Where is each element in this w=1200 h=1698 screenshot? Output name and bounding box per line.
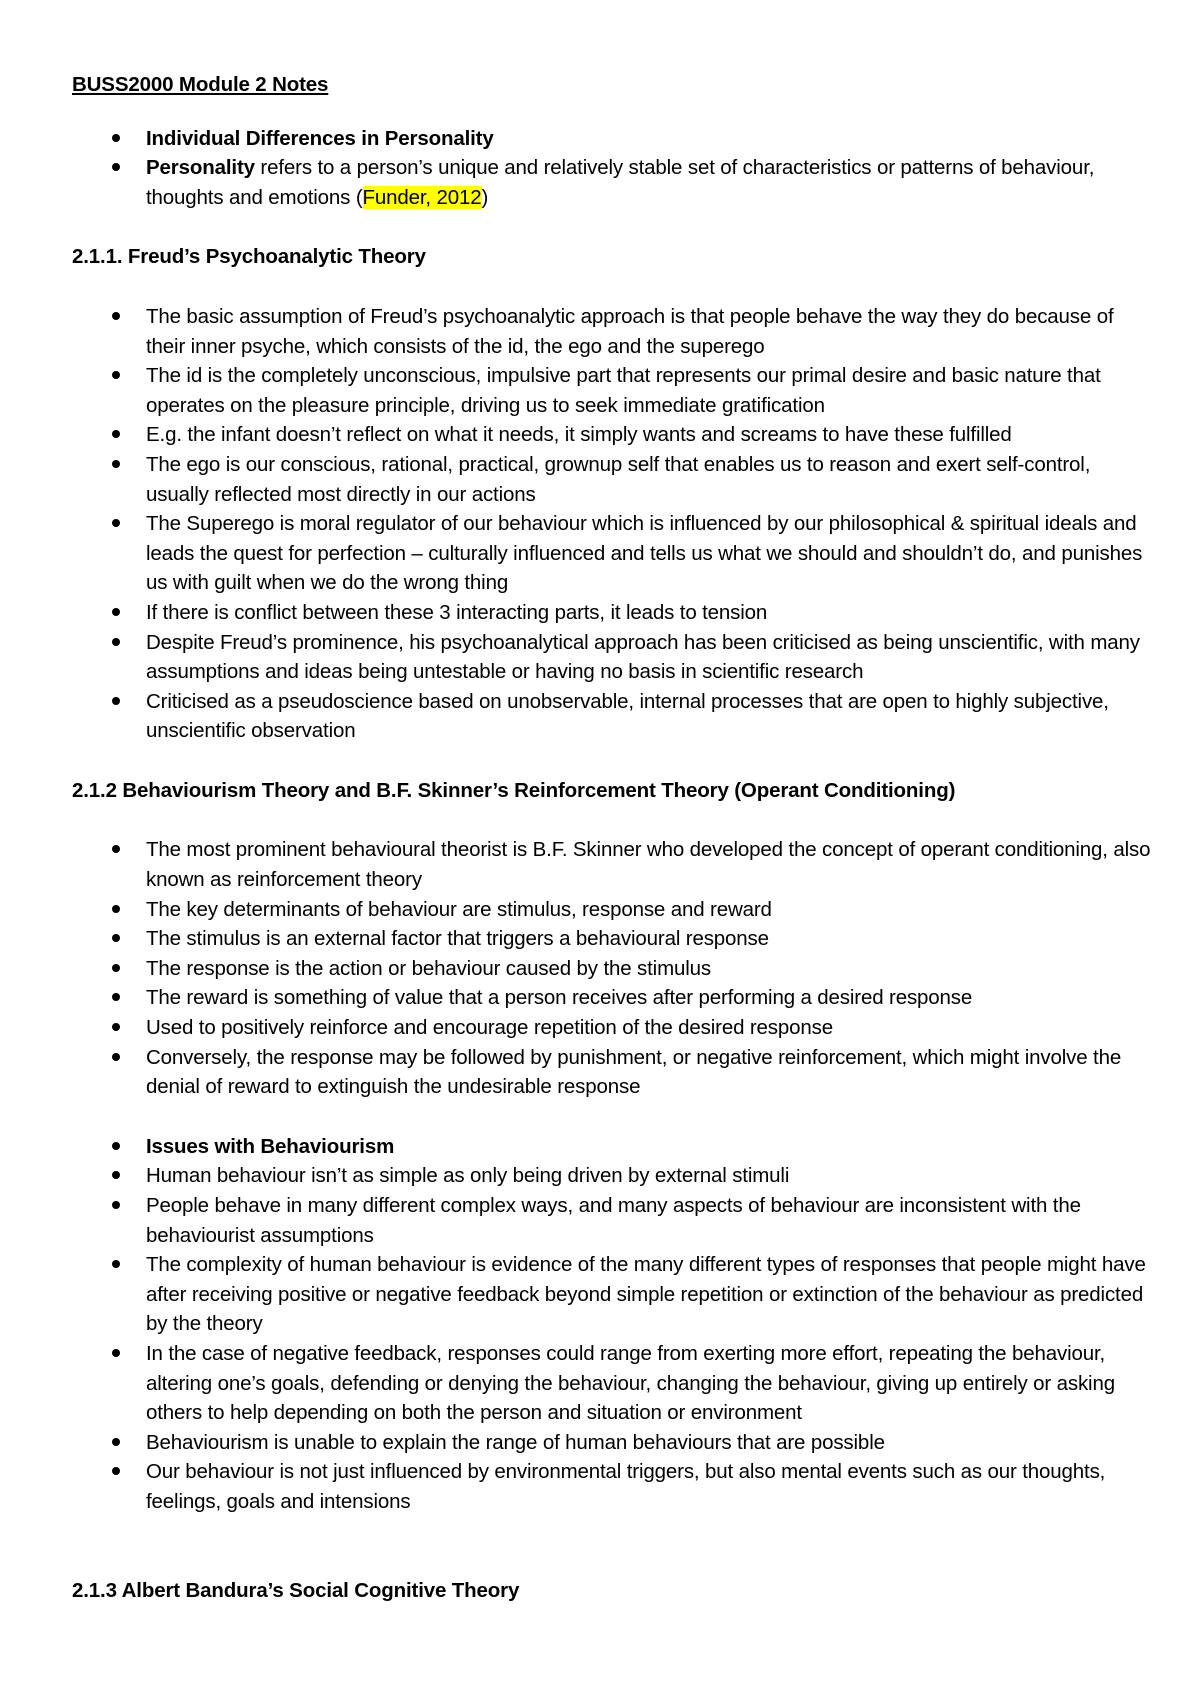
list-item: The reward is something of value that a person receives after performing a desired response [72,983,1152,1013]
list-item: Conversely, the response may be followed by punishment, or negative reinforcement, which might involve the denial of reward to extinguish the undesirable response [72,1043,1152,1102]
section-heading-bandura: 2.1.3 Albert Bandura’s Social Cognitive Theory [72,1578,520,1602]
bullet-text: refers to a person’s unique and relatively stable set of characteristics or patterns of behaviour, thoughts and emotions ( [146,156,1095,209]
list-item: The response is the action or behaviour caused by the stimulus [72,954,1152,984]
list-item: If there is conflict between these 3 interacting parts, it leads to tension [72,598,1152,628]
intro-list [72,124,1152,213]
list-item: The ego is our conscious, rational, practical, grownup self that enables us to reason and exert self-control, usually reflected most directly in our actions [72,450,1152,509]
list-item: Our behaviour is not just influenced by environmental triggers, but also mental events such as our thoughts, feelings, goals and intensions [72,1457,1152,1516]
list-item: Criticised as a pseudoscience based on unobservable, internal processes that are open to highly subjective, unscientific observation [72,687,1152,746]
list-item: E.g. the infant doesn’t reflect on what it needs, it simply wants and screams to have these fulfilled [72,420,1152,450]
list-item: Used to positively reinforce and encourage repetition of the desired response [72,1013,1152,1043]
bullet-bold-text: Issues with Behaviourism [146,1134,395,1158]
bullet-bold-term: Personality [146,156,255,180]
spacer [72,805,1152,835]
issues-list [72,1132,1152,1517]
list-item: Despite Freud’s prominence, his psychoanalytical approach has been criticised as being unscientific, with many assumptions and ideas being untestable or having no basis in scientific research [72,628,1152,687]
list-item: The most prominent behavioural theorist is B.F. Skinner who developed the concept of operant conditioning, also known as reinforcement theory [72,835,1152,894]
list-item [72,1132,1152,1162]
bullet-bold-text: Individual Differences in Personality [146,126,494,150]
behaviourism-list [72,835,1152,1101]
section-heading-behaviourism: 2.1.2 Behaviourism Theory and B.F. Skinner’s Reinforcement Theory (Operant Conditioning) [72,778,956,802]
highlighted-citation: Funder, 2012 [362,185,482,209]
spacer [72,212,1152,242]
list-item: Human behaviour isn’t as simple as only being driven by external stimuli [72,1161,1152,1191]
spacer [72,746,1152,776]
list-item: The id is the completely unconscious, impulsive part that represents our primal desire and basic nature that operates on the pleasure principle, driving us to seek immediate gratification [72,361,1152,420]
list-item: Behaviourism is unable to explain the range of human behaviours that are possible [72,1428,1152,1458]
list-item: The complexity of human behaviour is evidence of the many different types of responses that people might have after receiving positive or negative feedback beyond simple repetition or extinction of the behaviour as predicted by the theory [72,1250,1152,1339]
list-item: The Superego is moral regulator of our behaviour which is influenced by our philosophical & spiritual ideals and leads the quest for perfection – culturally influenced and tells us what we should and shouldn’t do, and punishes us with guilt when we do the wrong thing [72,509,1152,598]
list-item: The key determinants of behaviour are stimulus, response and reward [72,895,1152,925]
section-heading-freud: 2.1.1. Freud’s Psychoanalytic Theory [72,245,426,269]
closing-paren: ) [481,185,489,209]
spacer [72,1102,1152,1132]
spacer [72,272,1152,302]
freud-list [72,302,1152,746]
list-item [72,153,1152,212]
document-page [72,70,1152,1605]
list-item: In the case of negative feedback, responses could range from exerting more effort, repeating the behaviour, altering one’s goals, defending or denying the behaviour, changing the behaviour, giving up entirely or asking others to help depending on both the person and situation or environment [72,1339,1152,1428]
list-item: The basic assumption of Freud’s psychoanalytic approach is that people behave the way they do because of their inner psyche, which consists of the id, the ego and the superego [72,302,1152,361]
spacer [72,1517,1152,1576]
document-title: BUSS2000 Module 2 Notes [72,73,329,96]
list-item: The stimulus is an external factor that triggers a behavioural response [72,924,1152,954]
list-item [72,124,1152,154]
list-item: People behave in many different complex ways, and many aspects of behaviour are inconsistent with the behaviourist assumptions [72,1191,1152,1250]
